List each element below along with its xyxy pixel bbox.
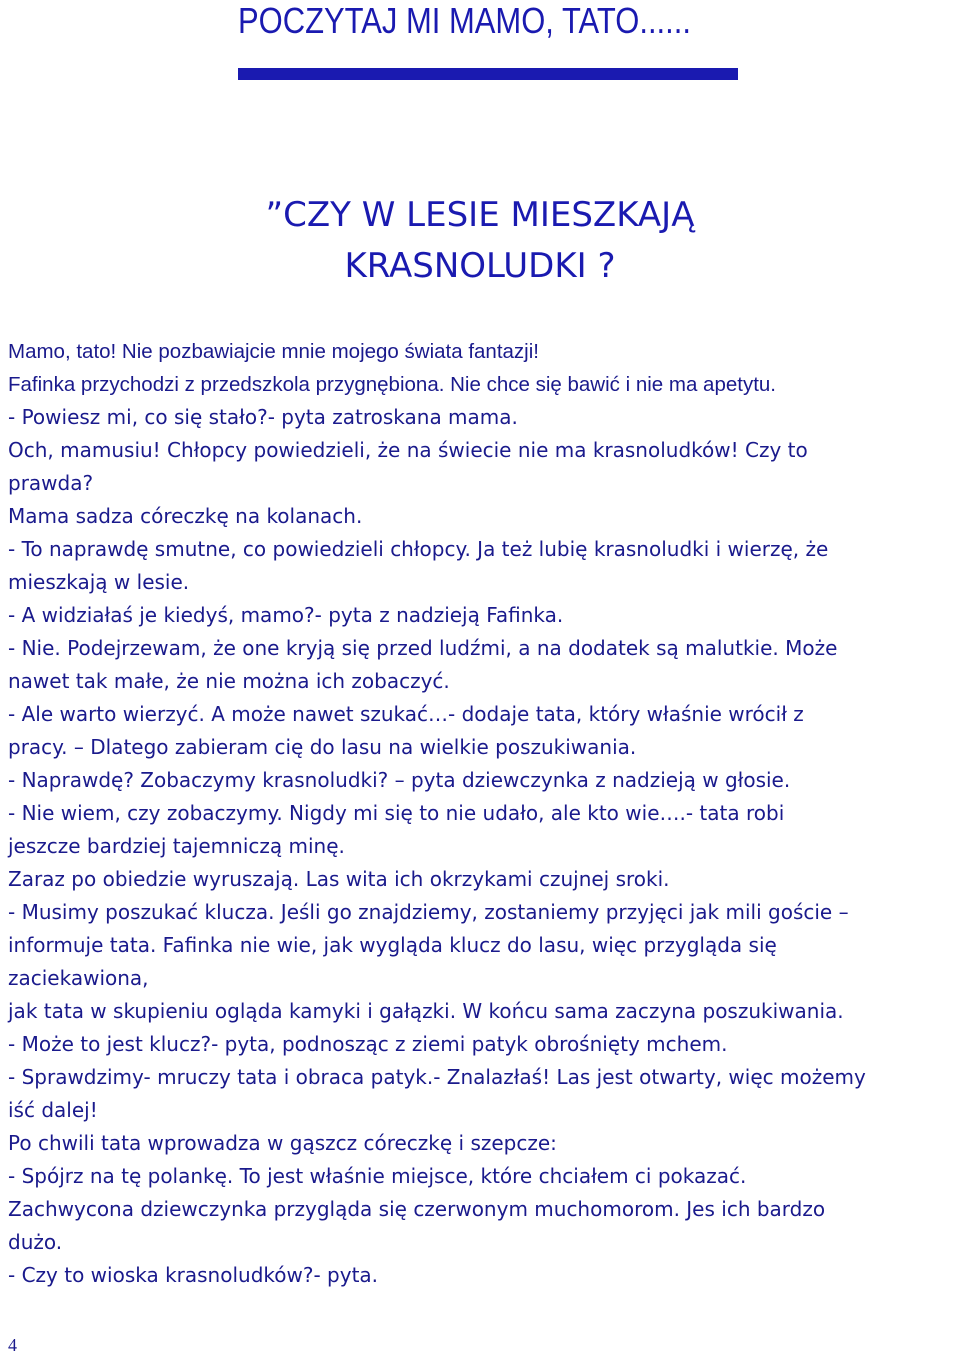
story-line: Mama sadza córeczkę na kolanach. (8, 504, 363, 528)
story-line: - Nie. Podejrzewam, że one kryją się przed ludźmi, a na dodatek są malutkie. Może (8, 636, 838, 660)
story-line: nawet tak małe, że nie można ich zobaczyć. (8, 669, 450, 693)
story-line: Zaraz po obiedzie wyruszają. Las wita ich okrzykami czujnej sroki. (8, 867, 670, 891)
story-title-line: KRASNOLUDKI ? (344, 246, 616, 286)
story-title-line: ”CZY W LESIE MIESZKAJĄ (265, 195, 695, 235)
story-line: - Może to jest klucz?- pyta, podnosząc z ziemi patyk obrośnięty mchem. (8, 1032, 728, 1056)
story-line: - Spójrz na tę polankę. To jest właśnie miejsce, które chciałem ci pokazać. (8, 1164, 747, 1188)
story-line: Och, mamusiu! Chłopcy powiedzieli, że na świecie nie ma krasnoludków! Czy to (8, 438, 808, 462)
story-line: - To naprawdę smutne, co powiedzieli chłopcy. Ja też lubię krasnoludki i wierzę, że (8, 537, 829, 561)
story-line: - Sprawdzimy- mruczy tata i obraca patyk.- Znalazłaś! Las jest otwarty, więc możemy (8, 1065, 866, 1089)
story-line: mieszkają w lesie. (8, 570, 190, 594)
story-line: Zachwycona dziewczynka przygląda się czerwonym muchomorom. Jes ich bardzo (8, 1197, 826, 1221)
story-line: jak tata w skupieniu ogląda kamyki i gałązki. W końcu sama zaczyna poszukiwania. (8, 999, 844, 1023)
story-title (0, 190, 960, 292)
header-title: POCZYTAJ MI MAMO, TATO...... (238, 0, 691, 41)
story-line: zaciekawiona, (8, 966, 149, 990)
story-line: - Powiesz mi, co się stało?- pyta zatroskana mama. (8, 405, 518, 429)
story-line: - A widziałaś je kiedyś, mamo?- pyta z nadzieją Fafinka. (8, 603, 564, 627)
story-line: informuje tata. Fafinka nie wie, jak wygląda klucz do lasu, więc przygląda się (8, 933, 777, 957)
story-line: - Musimy poszukać klucza. Jeśli go znajdziemy, zostaniemy przyjęci jak mili goście – (8, 900, 849, 924)
story-line: dużo. (8, 1230, 63, 1254)
story-line: Po chwili tata wprowadza w gąszcz córeczkę i szepcze: (8, 1131, 557, 1155)
story-line: - Nie wiem, czy zobaczymy. Nigdy mi się to nie udało, ale kto wie….- tata robi (8, 801, 785, 825)
story-line: prawda? (8, 471, 94, 495)
story-line: - Naprawdę? Zobaczymy krasnoludki? – pyta dziewczynka z nadzieją w głosie. (8, 768, 791, 792)
story-line: Fafinka przychodzi z przedszkola przygnębiona. Nie chce się bawić i nie ma apetytu. (8, 373, 776, 396)
page-number: 4 (8, 1335, 17, 1355)
story-body (8, 335, 958, 1292)
header-underline-bar (238, 68, 738, 80)
story-line: - Czy to wioska krasnoludków?- pyta. (8, 1263, 379, 1287)
story-line: iść dalej! (8, 1098, 98, 1122)
story-line: pracy. – Dlatego zabieram cię do lasu na wielkie poszukiwania. (8, 735, 637, 759)
story-line: Mamo, tato! Nie pozbawiajcie mnie mojego świata fantazji! (8, 340, 539, 363)
story-line: jeszcze bardziej tajemniczą minę. (8, 834, 345, 858)
story-line: - Ale warto wierzyć. A może nawet szukać…- dodaje tata, który właśnie wrócił z (8, 702, 804, 726)
